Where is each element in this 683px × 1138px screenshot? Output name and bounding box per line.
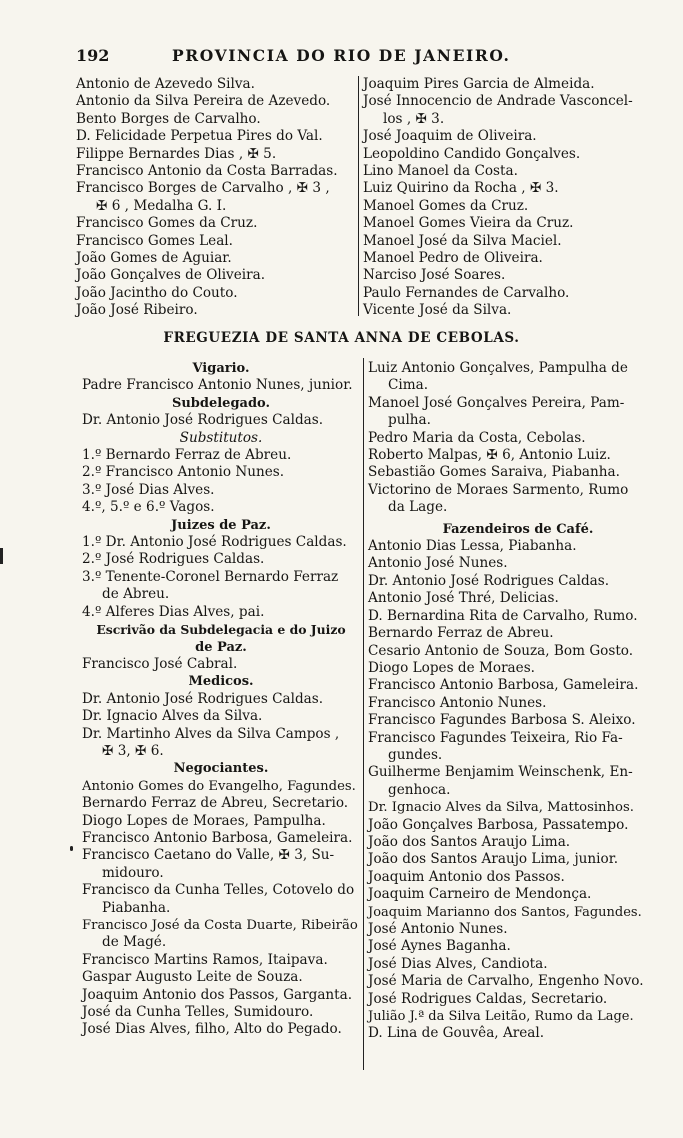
list-item: João José Ribeiro. — [76, 302, 198, 319]
scan-mark — [0, 548, 3, 564]
list-item: Francisco Antonio Barbosa, Gameleira. — [368, 677, 639, 694]
list-item: João dos Santos Araujo Lima. — [368, 833, 571, 850]
list-item: de Magé. — [102, 934, 167, 951]
list-item: Luiz Antonio Gonçalves, Pampulha de — [368, 360, 628, 376]
list-item: Pedro Maria da Costa, Cebolas. — [368, 429, 586, 446]
list-item: José Innocencio de Andrade Vasconcel- — [363, 93, 633, 110]
column-divider — [358, 76, 359, 316]
list-item: Francisco da Cunha Telles, Cotovelo do — [82, 882, 355, 899]
list-item: Manoel Pedro de Oliveira. — [363, 250, 543, 267]
top-left-column — [76, 76, 356, 320]
list-item: 2.º José Rodrigues Caldas. — [82, 551, 265, 568]
escrivao-heading-cont: de Paz. — [195, 639, 247, 655]
list-item: João Gomes de Aguiar. — [76, 250, 232, 267]
substitutos-heading: Substitutos. — [179, 429, 263, 446]
list-item: Luiz Quirino da Rocha , ✠ 3. — [363, 180, 559, 197]
list-item: Francisco Gomes da Cruz. — [76, 215, 258, 232]
list-item: Paulo Fernandes de Carvalho. — [363, 284, 570, 301]
list-item: pulha. — [388, 412, 431, 429]
list-item: genhoca. — [388, 781, 451, 798]
vigario-heading: Vigario. — [192, 361, 250, 376]
list-item: Cima. — [388, 377, 429, 394]
medicos-heading: Medicos. — [188, 674, 254, 690]
list-item: Francisco Antonio Barbosa, Gameleira. — [82, 829, 353, 846]
list-item: Narciso José Soares. — [363, 267, 506, 284]
list-item: Antonio José Thré, Delicias. — [368, 590, 559, 607]
list-item: de Abreu. — [102, 586, 170, 603]
section-title: FREGUEZIA DE SANTA ANNA DE CEBOLAS. — [163, 330, 520, 346]
juizes-heading: Juizes de Paz. — [171, 517, 271, 533]
list-item: Julião J.ª da Silva Leitão, Rumo da Lage. — [368, 1009, 634, 1025]
list-item: Francisco Antonio da Costa Barradas. — [76, 163, 338, 180]
list-item: Manoel José Gonçalves Pereira, Pam- — [368, 394, 625, 411]
list-item: José Rodrigues Caldas, Secretario. — [368, 990, 608, 1007]
list-item: Dr. Antonio José Rodrigues Caldas. — [82, 412, 324, 429]
scan-mark — [70, 846, 73, 851]
list-item: ✠ 6 , Medalha G. I. — [96, 197, 227, 214]
list-item: Joaquim Pires Garcia de Almeida. — [363, 76, 595, 92]
escrivao-heading: Escrivão da Subdelegacia e do Juizo — [96, 622, 346, 638]
list-item: 1.º Dr. Antonio José Rodrigues Caldas. — [82, 534, 347, 551]
list-item: José Aynes Baganha. — [368, 938, 511, 955]
list-item: ✠ 3, ✠ 6. — [102, 742, 164, 759]
list-item: midouro. — [102, 864, 164, 881]
list-item: Antonio da Silva Pereira de Azevedo. — [76, 93, 331, 110]
list-item: José Joaquim de Oliveira. — [363, 128, 537, 145]
list-item: Joaquim Antonio dos Passos, Garganta. — [82, 986, 353, 1003]
list-item: 3.º Tenente-Coronel Bernardo Ferraz — [82, 568, 339, 585]
list-item: Francisco Martins Ramos, Itaipava. — [82, 951, 328, 968]
list-item: José Antonio Nunes. — [368, 921, 508, 937]
list-item: 4.º Alferes Dias Alves, pai. — [82, 603, 265, 620]
list-item: Francisco José da Costa Duarte, Ribeirão — [82, 918, 358, 933]
list-item: Vicente José da Silva. — [363, 302, 512, 319]
list-item: Lino Manoel da Costa. — [363, 163, 518, 180]
list-item: Joaquim Marianno dos Santos, Fagundes. — [368, 904, 642, 920]
list-item: José Dias Alves, Candiota. — [368, 955, 548, 972]
negociantes-heading: Negociantes. — [173, 761, 269, 777]
list-item: los , ✠ 3. — [383, 110, 445, 127]
list-item: Leopoldino Candido Gonçalves. — [363, 145, 581, 162]
list-item: Francisco Antonio Nunes. — [368, 694, 547, 711]
list-item: Bernardo Ferraz de Abreu, Secretario. — [82, 795, 349, 812]
list-item: Dr. Ignacio Alves da Silva. — [82, 708, 263, 725]
list-item: Victorino de Moraes Sarmento, Rumo — [368, 481, 629, 498]
list-item: Sebastião Gomes Saraiva, Piabanha. — [368, 464, 620, 481]
list-item: João Gonçalves Barbosa, Passatempo. — [368, 816, 629, 833]
subdelegado-heading: Subdelegado. — [171, 395, 271, 411]
list-item: Piabanha. — [102, 899, 171, 916]
list-item: Antonio José Nunes. — [368, 555, 508, 572]
list-item: Manoel Gomes Vieira da Cruz. — [363, 215, 574, 232]
list-item: José Dias Alves, filho, Alto do Pegado. — [82, 1021, 342, 1038]
list-item: da Lage. — [388, 499, 448, 516]
list-item: Francisco Fagundes Barbosa S. Aleixo. — [368, 712, 636, 729]
list-item: Francisco Gomes Leal. — [76, 232, 233, 249]
list-item: Bernardo Ferraz de Abreu. — [368, 625, 554, 642]
list-item: Dr. Ignacio Alves da Silva, Mattosinhos. — [368, 800, 634, 816]
list-item: 1.º Bernardo Ferraz de Abreu. — [82, 447, 292, 464]
list-item: Antonio de Azevedo Silva. — [76, 76, 255, 92]
list-item: Diogo Lopes de Moraes, Pampulha. — [82, 812, 326, 829]
list-item: José da Cunha Telles, Sumidouro. — [82, 1004, 314, 1021]
list-item: Bento Borges de Carvalho. — [76, 110, 261, 127]
top-right-column — [363, 76, 653, 320]
list-item: Francisco Borges de Carvalho , ✠ 3 , — [76, 180, 330, 197]
page-number: 192 — [76, 46, 110, 65]
list-item: Manoel Gomes da Cruz. — [363, 197, 529, 214]
list-item: Gaspar Augusto Leite de Souza. — [82, 969, 303, 986]
list-item: João dos Santos Araujo Lima, junior. — [368, 851, 619, 868]
list-item: Roberto Malpas, ✠ 6, Antonio Luiz. — [368, 447, 611, 464]
list-item: D. Bernardina Rita de Carvalho, Rumo. — [368, 607, 638, 624]
list-item: José Maria de Carvalho, Engenho Novo. — [368, 973, 644, 990]
list-item: João Gonçalves de Oliveira. — [76, 267, 266, 284]
list-item: Padre Francisco Antonio Nunes, junior. — [82, 377, 353, 394]
list-item: Joaquim Carneiro de Mendonça. — [368, 886, 592, 903]
list-item: 2.º Francisco Antonio Nunes. — [82, 464, 285, 481]
list-item: Antonio Gomes do Evangelho, Fagundes. — [82, 778, 356, 794]
list-item: Diogo Lopes de Moraes. — [368, 659, 536, 676]
list-item: D. Lina de Gouvêa, Areal. — [368, 1025, 545, 1042]
main-right-column — [368, 360, 668, 1043]
column-divider — [363, 358, 364, 1070]
fazendeiros-heading: Fazendeiros de Café. — [442, 521, 594, 537]
list-item: Francisco Fagundes Teixeira, Rio Fa- — [368, 729, 623, 746]
list-item: Dr. Antonio José Rodrigues Caldas. — [368, 572, 610, 589]
list-item: Guilherme Benjamim Weinschenk, En- — [368, 764, 633, 781]
list-item: gundes. — [388, 746, 443, 763]
list-item: 3.º José Dias Alves. — [82, 481, 215, 498]
list-item: Dr. Antonio José Rodrigues Caldas. — [82, 690, 324, 707]
list-item: Antonio Dias Lessa, Piabanha. — [368, 538, 577, 555]
list-item: Cesario Antonio de Souza, Bom Gosto. — [368, 642, 634, 659]
page-header — [76, 46, 636, 66]
list-item: D. Felicidade Perpetua Pires do Val. — [76, 128, 323, 145]
page-title: PROVINCIA DO RIO DE JANEIRO. — [172, 46, 511, 65]
main-left-column — [82, 360, 360, 1039]
list-item: Dr. Martinho Alves da Silva Campos , — [82, 725, 340, 742]
list-item: Joaquim Antonio dos Passos. — [368, 868, 565, 885]
list-item: Francisco José Cabral. — [82, 655, 238, 672]
list-item: João Jacintho do Couto. — [76, 284, 238, 301]
list-item: Filippe Bernardes Dias , ✠ 5. — [76, 145, 277, 162]
list-item: Francisco Caetano do Valle, ✠ 3, Su- — [82, 847, 335, 864]
list-item: Manoel José da Silva Maciel. — [363, 232, 562, 249]
list-item: 4.º, 5.º e 6.º Vagos. — [82, 499, 215, 516]
